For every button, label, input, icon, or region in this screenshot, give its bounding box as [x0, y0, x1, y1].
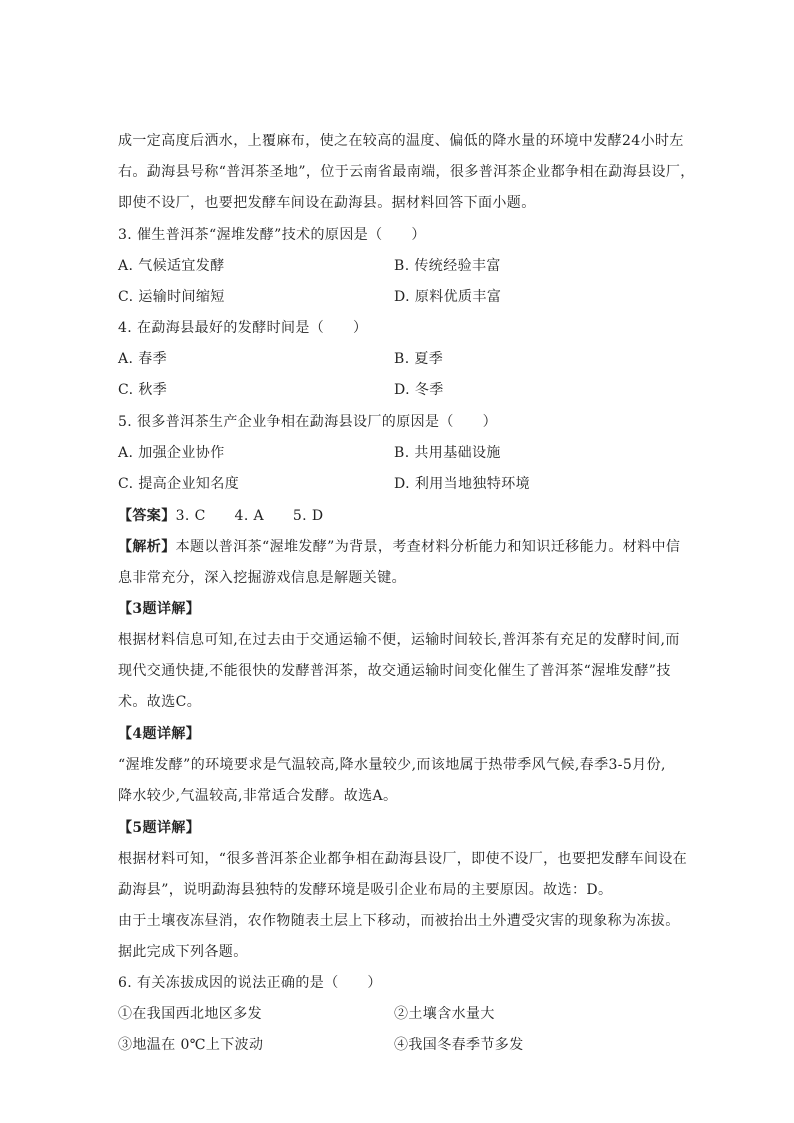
analysis-label: 【解析】: [118, 539, 176, 555]
detail-3-line-3: 术。故选C。: [118, 694, 202, 710]
question-5-option-c: C. 提高企业知名度: [118, 476, 240, 492]
detail-4-line-1: “渥堆发酵”的环境要求是气温较高,降水量较少,而该地属于热带季风气候,春季3-5月份,: [118, 757, 666, 773]
intro2-line-1: 由于土壤夜冻昼消，农作物随表土层上下移动，而被抬出土外遭受灾害的现象称为冻拔。: [118, 913, 680, 929]
question-5-option-b: B. 共用基础设施: [394, 445, 501, 461]
detail-5-title: 【5题详解】: [118, 820, 201, 836]
question-4-stem: 4. 在勐海县最好的发酵时间是（ ）: [118, 320, 368, 336]
question-6-stem: 6. 有关冻拔成因的说法正确的是（ ）: [118, 975, 382, 991]
answer-label: 【答案】: [118, 508, 176, 524]
question-6-option-4: ④我国冬春季节多发: [394, 1037, 524, 1053]
intro-line-2: 右。勐海县号称“普洱茶圣地”，位于云南省最南端，很多普洱茶企业都争相在勐海县设厂，: [118, 164, 695, 180]
question-6-option-1: ①在我国西北地区多发: [118, 1006, 262, 1022]
question-3-option-d: D. 原料优质丰富: [394, 289, 502, 305]
question-3-option-c: C. 运输时间缩短: [118, 289, 225, 305]
question-4-option-d: D. 冬季: [394, 382, 444, 398]
detail-3-line-1: 根据材料信息可知,在过去由于交通运输不便，运输时间较长,普洱茶有充足的发酵时间,而: [118, 632, 680, 648]
question-4-option-b: B. 夏季: [394, 351, 444, 367]
detail-3-title: 【3题详解】: [118, 601, 201, 617]
detail-5-line-1: 根据材料可知，“很多普洱茶企业都争相在勐海县设厂，即使不设厂，也要把发酵车间设在: [118, 851, 688, 867]
question-5-option-d: D. 利用当地独特环境: [394, 476, 531, 492]
detail-5-line-2: 勐海县”，说明勐海县独特的发酵环境是吸引企业布局的主要原因。故选：D。: [118, 882, 613, 898]
question-4-option-c: C. 秋季: [118, 382, 168, 398]
detail-4-title: 【4题详解】: [118, 726, 201, 742]
question-6-option-2: ②土壤含水量大: [394, 1006, 495, 1022]
answer-text: 3. C 4. A 5. D: [175, 508, 324, 524]
answer-line: [118, 506, 698, 526]
question-5-stem: 5. 很多普洱茶生产企业争相在勐海县设厂的原因是（ ）: [118, 414, 498, 430]
analysis-line-1: [118, 537, 698, 557]
analysis-line-2: 息非常充分，深入挖掘游戏信息是解题关键。: [118, 570, 406, 586]
analysis-text-1: 本题以普洱茶“渥堆发酵”为背景，考查材料分析能力和知识迁移能力。材料中信: [175, 539, 681, 555]
question-4-option-a: A. 春季: [118, 351, 168, 367]
detail-4-line-2: 降水较少,气温较高,非常适合发酵。故选A。: [118, 788, 398, 804]
question-3-option-a: A. 气候适宜发酵: [118, 258, 225, 274]
question-3-stem: 3. 催生普洱茶“渥堆发酵”技术的原因是（ ）: [118, 227, 426, 243]
intro-line-3: 即使不设厂，也要把发酵车间设在勐海县。据材料回答下面小题。: [118, 195, 536, 211]
question-3-option-b: B. 传统经验丰富: [394, 258, 501, 274]
question-6-option-3: ③地温在 0℃上下波动: [118, 1037, 264, 1053]
intro-line-1: 成一定高度后洒水，上覆麻布，使之在较高的温度、偏低的降水量的环境中发酵24小时左: [118, 133, 684, 149]
intro2-line-2: 据此完成下列各题。: [118, 944, 248, 960]
question-5-option-a: A. 加强企业协作: [118, 445, 225, 461]
detail-3-line-2: 现代交通快捷,不能很快的发酵普洱茶，故交通运输时间变化催生了普洱茶“渥堆发酵”技: [118, 663, 671, 679]
